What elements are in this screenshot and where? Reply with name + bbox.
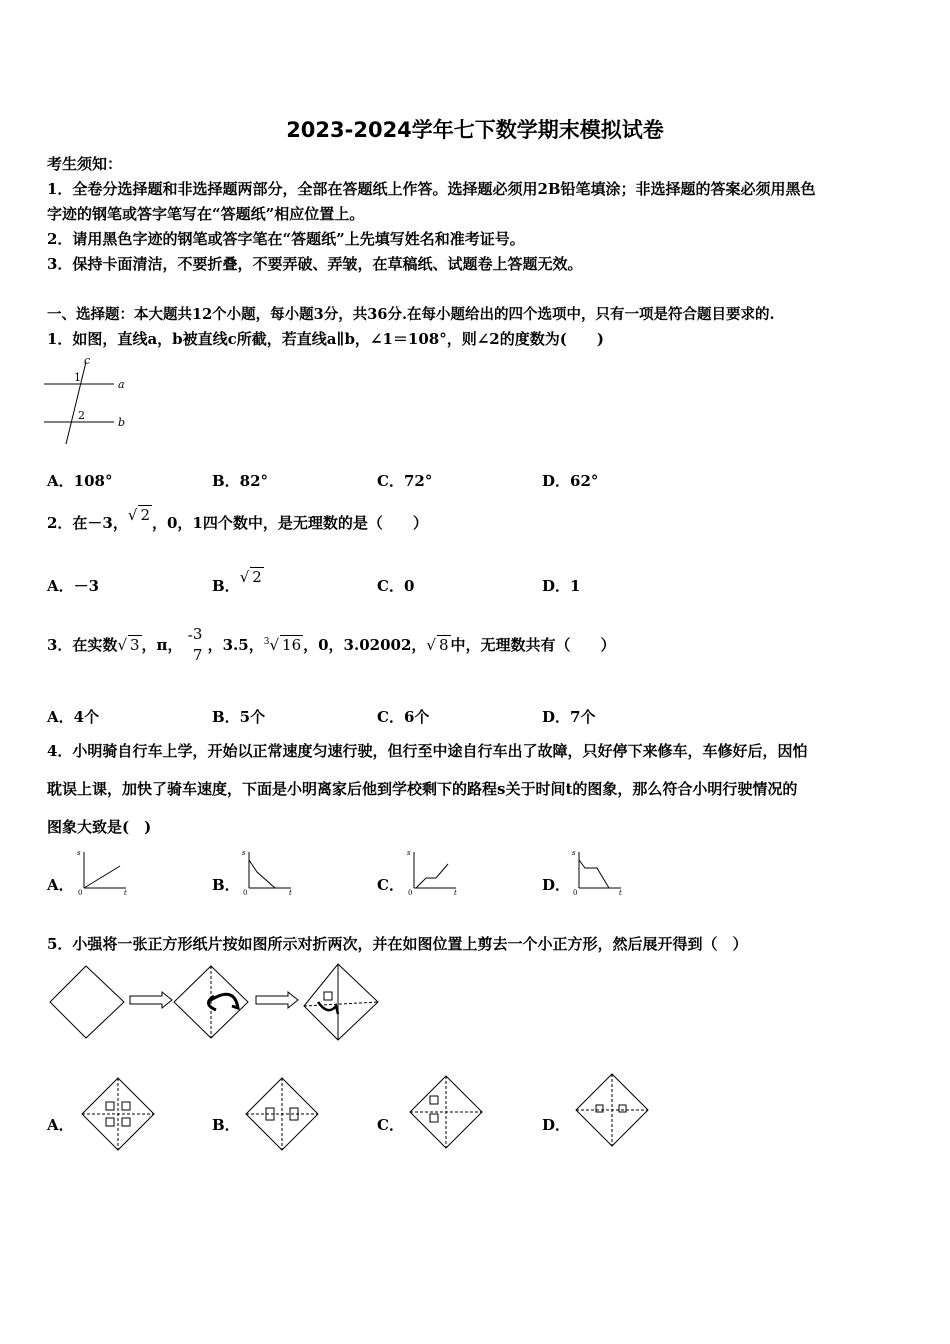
q2-option-d[interactable]: D．1: [542, 577, 581, 595]
svg-text:t: t: [289, 889, 292, 897]
svg-text:s: s: [77, 849, 81, 857]
q1-option-c[interactable]: C．72°: [377, 472, 433, 490]
q4-graph-c: [404, 848, 460, 896]
q4-graph-d: [569, 848, 625, 896]
q3-fraction: 3 7: [192, 625, 203, 664]
q5-option-c[interactable]: C．: [377, 1116, 404, 1134]
q5-option-d-figure: [574, 1072, 650, 1148]
q1-stem: 1．如图，直线a，b被直线c所截，若直线a∥b，∠1＝108°，则∠2的度数为( ): [47, 330, 604, 348]
q1-label-a: a: [118, 378, 125, 391]
q4-option-d[interactable]: D．: [542, 876, 571, 894]
q4-graph-a: [74, 848, 130, 896]
q3-stem: 3．在实数√ 3 ，π， - 3 7 ，3.5，$^3$√ 16 ，0，3.02002，√ 8 中，无理数共有（ ）: [47, 625, 616, 664]
q5-option-a[interactable]: A．: [47, 1116, 74, 1134]
q4-line-3: 图象大致是( ): [47, 818, 152, 836]
q1-label-c: c: [84, 354, 91, 367]
q3-option-d[interactable]: D．7个: [542, 708, 596, 726]
q3-option-c[interactable]: C．6个: [377, 708, 430, 726]
notice-item-1b: 字迹的钢笔或答字笔写在“答题纸”相应位置上。: [47, 205, 365, 223]
q4-option-b[interactable]: B．: [212, 876, 240, 894]
q5-option-b[interactable]: B．: [212, 1116, 240, 1134]
q5-option-a-figure: [80, 1076, 156, 1152]
notice-item-3: 3．保持卡面清洁，不要折叠，不要弄破、弄皱，在草稿纸、试题卷上答题无效。: [47, 255, 583, 273]
section-heading: 一、选择题：本大题共12个小题，每小题3分，共36分.在每小题给出的四个选项中，只有一项是符合题目要求的.: [47, 306, 775, 323]
svg-text:s: s: [242, 849, 246, 857]
q2-option-c[interactable]: C．0: [377, 577, 415, 595]
svg-text:t: t: [619, 889, 622, 897]
notice-heading: 考生须知：: [47, 155, 123, 173]
q1-label-b: b: [118, 416, 126, 429]
q2-radicand: 2: [140, 506, 150, 524]
page-title: 2023-2024学年七下数学期末模拟试卷: [286, 118, 664, 142]
q5-option-c-figure: [408, 1074, 484, 1150]
q5-stem: 5．小强将一张正方形纸片按如图所示对折两次，并在如图位置上剪去一个小正方形，然后展开得到（ ）: [47, 935, 748, 953]
q1-option-d[interactable]: D．62°: [542, 472, 599, 490]
q1-option-a[interactable]: A．108°: [47, 472, 113, 490]
svg-text:0: 0: [78, 889, 83, 897]
notice-item-1a: 1．全卷分选择题和非选择题两部分，全部在答题纸上作答。选择题必须用2B铅笔填涂；非选择题的答案必须用黑色: [47, 180, 816, 198]
svg-text:s: s: [572, 849, 576, 857]
q4-option-c[interactable]: C．: [377, 876, 404, 894]
q5-option-b-figure: [244, 1076, 320, 1152]
q2-option-a[interactable]: A．－3: [47, 577, 100, 595]
q1-option-b[interactable]: B．82°: [212, 472, 269, 490]
q5-option-d[interactable]: D．: [542, 1116, 571, 1134]
svg-text:0: 0: [243, 889, 248, 897]
q1-label-1: 1: [74, 371, 81, 384]
q4-line-2: 耽误上课，加快了骑车速度，下面是小明离家后他到学校剩下的路程s关于时间t的图象，那么符合小明行驶情况的: [47, 780, 798, 798]
q1-label-2: 2: [78, 409, 85, 422]
q4-option-a[interactable]: A．: [47, 876, 74, 894]
q2-option-b[interactable]: B．√ 2: [212, 568, 262, 595]
notice-item-2: 2．请用黑色字迹的钢笔或答字笔在“答题纸”上先填写姓名和准考证号。: [47, 230, 525, 248]
q5-folding-steps: [48, 962, 388, 1042]
svg-text:0: 0: [408, 889, 413, 897]
q3-option-b[interactable]: B．5个: [212, 708, 266, 726]
svg-text:t: t: [454, 889, 457, 897]
svg-text:0: 0: [573, 889, 578, 897]
q4-line-1: 4．小明骑自行车上学，开始以正常速度匀速行驶，但行至中途自行车出了故障，只好停下来修车，车修好后，因怕: [47, 742, 808, 760]
svg-text:s: s: [407, 849, 411, 857]
q3-option-a[interactable]: A．4个: [47, 708, 100, 726]
q1-figure: [44, 356, 134, 446]
svg-text:t: t: [124, 889, 127, 897]
q4-graph-b: [239, 848, 295, 896]
q2-stem: 2．在－3，√ 2 ，0，1四个数中，是无理数的是（ ）: [47, 506, 428, 532]
